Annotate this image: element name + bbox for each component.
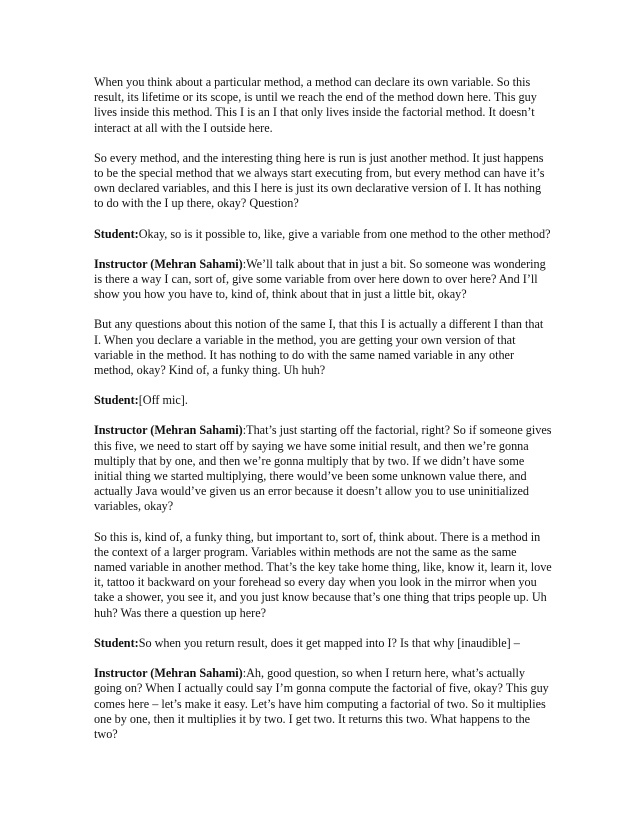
speaker-label: Instructor (Mehran Sahami) (94, 256, 243, 271)
paragraph-9 (94, 636, 552, 651)
transcript-page (94, 75, 552, 757)
speaker-label: Student: (94, 226, 139, 241)
paragraph-text: :Ah, good question, so when I return here, what’s actually going on? When I actually could say I’m gonna compute the factorial of five, okay? This guy comes here – let’s make it easy. Let’s have him computing a factorial of two. So it multiplies one by one, then it multiplies it by two. I get two. It returns this two. What happens to the two? (94, 666, 549, 741)
paragraph-2 (94, 151, 552, 212)
paragraph-text: So when you return result, does it get mapped into I? Is that why [inaudible] – (138, 635, 520, 650)
paragraph-text: But any questions about this notion of the same I, that this I is actually a different I than that I. When you declare a variable in the method, you are getting your own version of that variable in the method. It has nothing to do with the same named variable in any other method, okay? Kind of, a funky thing. Uh huh? (94, 317, 544, 378)
paragraph-1 (94, 75, 552, 136)
paragraph-text: When you think about a particular method, a method can declare its own variable. So this result, its lifetime or its scope, is until we reach the end of the method down here. This guy lives inside this method. This I is an I that only lives inside the factorial method. It doesn’t interact at all with the I outside here. (94, 75, 537, 135)
paragraph-6 (94, 393, 552, 408)
speaker-label: Student: (94, 393, 139, 408)
speaker-label: Instructor (Mehran Sahami) (94, 666, 243, 681)
speaker-label: Instructor (Mehran Sahami) (94, 423, 243, 438)
paragraph-text: Okay, so is it possible to, like, give a variable from one method to the other method? (138, 226, 551, 241)
paragraph-text: :That’s just starting off the factorial, right? So if someone gives this five, we need to start off by saying we have some initial result, and then we’re gonna multiply that by one, and then we’re gonna multiply that by two. If we didn’t have some initial thing we started multiplying, there would’ve been some unknown value there, and actually Java would’ve given us an error because it doesn’t allow you to use uninitialized variables, okay? (94, 423, 552, 514)
paragraph-text: So every method, and the interesting thing here is run is just another method. It just happens to be the special method that we always start executing from, but every method can have it’s own declared variables, and this I here is just its own declarative version of I. It has nothing to do with the I up there, okay? Question? (94, 150, 545, 211)
speaker-label: Student: (94, 635, 139, 650)
paragraph-3 (94, 227, 552, 242)
paragraph-text: [Off mic]. (138, 393, 188, 408)
paragraph-10 (94, 666, 552, 742)
paragraph-text: :We’ll talk about that in just a bit. So someone was wondering is there a way I can, sort of, give some variable from over here down to over here? And I’ll show you how you have to, kind of, think about that in just a little bit, okay? (94, 256, 546, 302)
paragraph-text: So this is, kind of, a funky thing, but important to, sort of, think about. There is a method in the context of a larger program. Variables within methods are not the same as the same named variable in another method. That’s the key take home thing, like, know it, learn it, love it, tattoo it backward on your forehead so every day when you look in the mirror when you take a shower, you see it, and you just know because that’s one thing that trips people up. Uh huh? Was there a question up here? (94, 529, 552, 620)
paragraph-5 (94, 317, 552, 378)
paragraph-7 (94, 423, 552, 514)
paragraph-4 (94, 257, 552, 303)
paragraph-8 (94, 530, 552, 621)
